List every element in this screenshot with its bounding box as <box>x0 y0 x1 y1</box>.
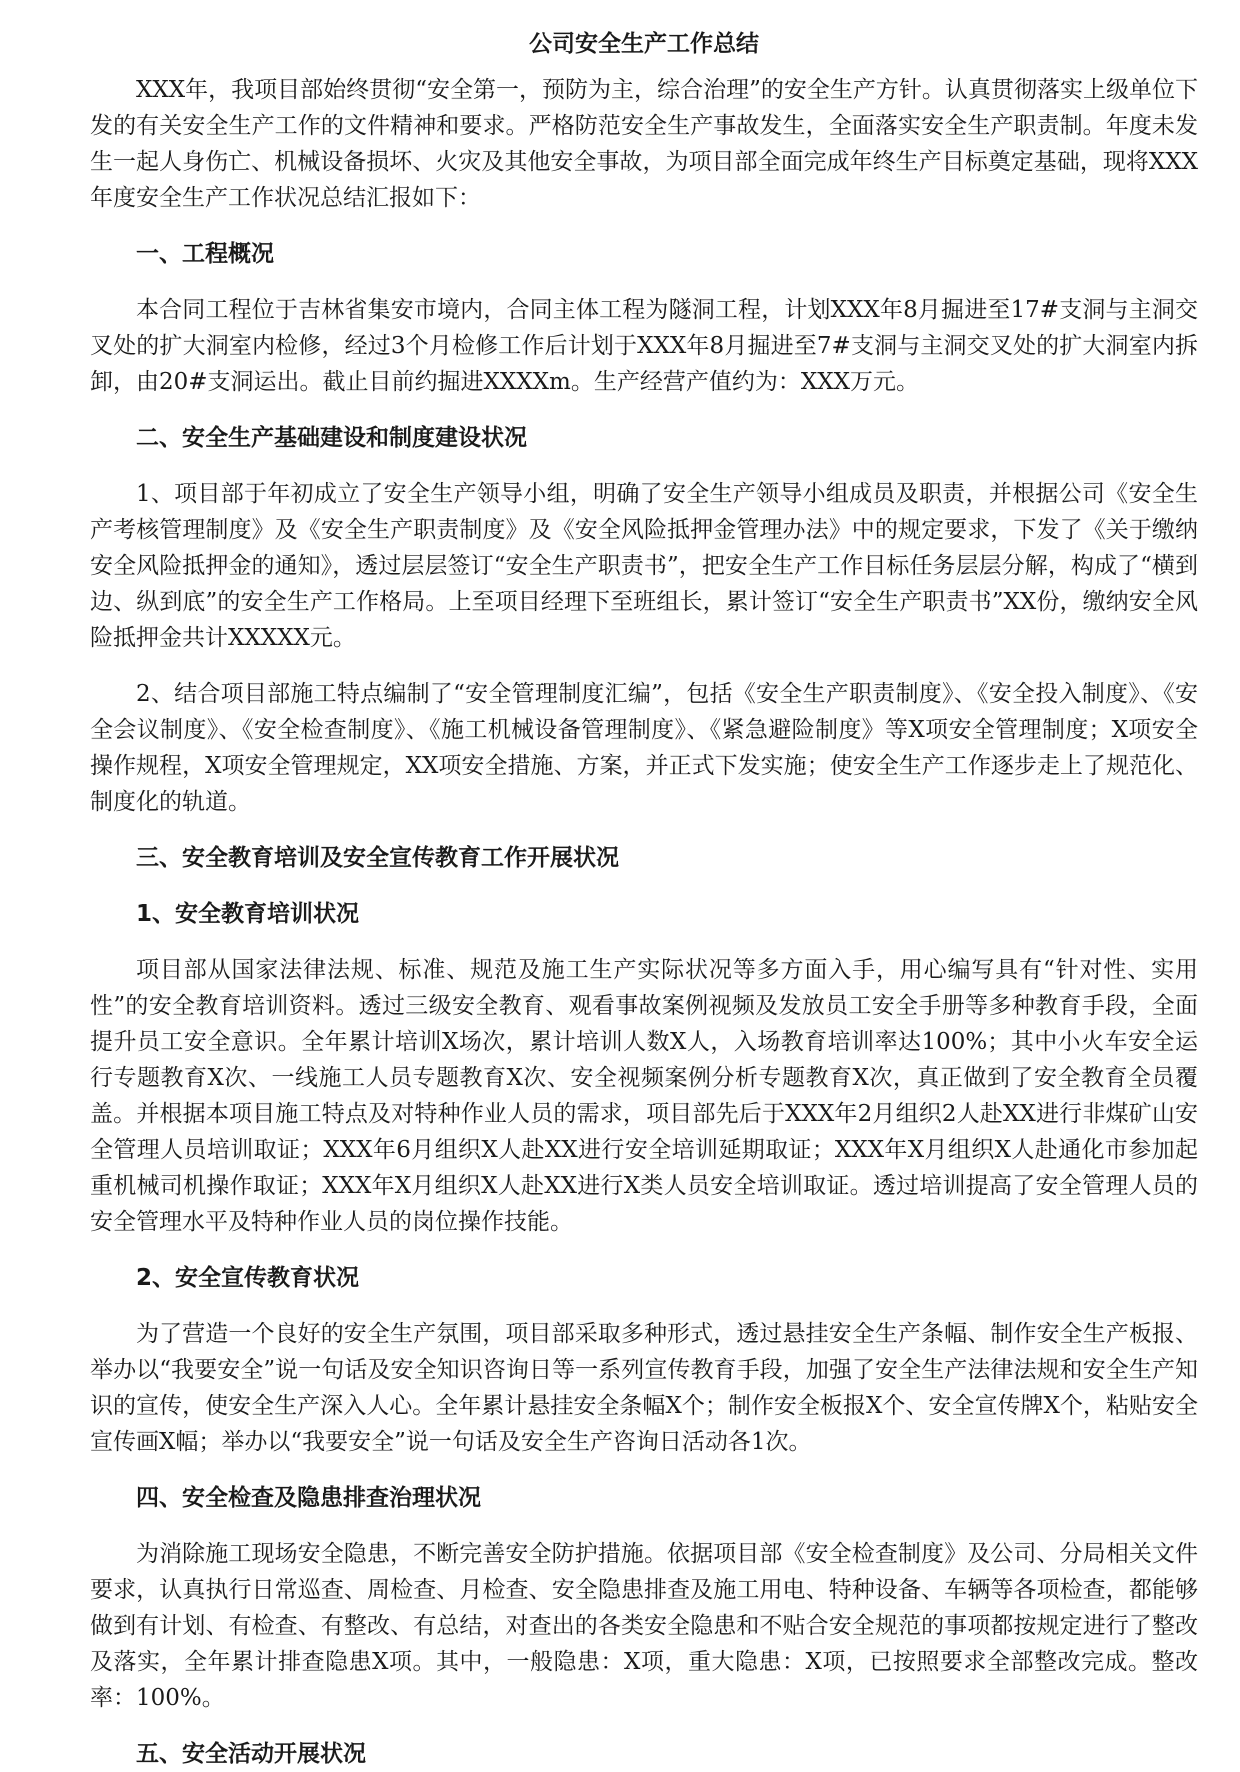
document-page <box>90 26 1198 1772</box>
system-construction-paragraph-2: 2、结合项目部施工特点编制了“安全管理制度汇编”，包括《安全生产职责制度》、《安全投入制度》、《安全会议制度》、《安全检查制度》、《施工机械设备管理制度》、《紧急避险制度》等X项安全管理制度；X项安全操作规程，X项安全管理规定，XX项安全措施、方案，并正式下发实施；使安全生产工作逐步走上了规范化、制度化的轨道。 <box>90 681 1198 815</box>
section-heading-inspection: 四、安全检查及隐患排查治理状况 <box>136 1485 481 1511</box>
training-paragraph: 项目部从国家法律法规、标准、规范及施工生产实际状况等多方面入手，用心编写具有“针对性、实用性”的安全教育培训资料。透过三级安全教育、观看事故案例视频及发放员工安全手册等多种教育手段，全面提升员工安全意识。全年累计培训X场次，累计培训人数X人，入场教育培训率达100%；其中小火车安全运行专题教育X次、一线施工人员专题教育X次、安全视频案例分析专题教育X次，真正做到了安全教育全员覆盖。并根据本项目施工特点及对特种作业人员的需求，项目部先后于XXX年2月组织2人赴XX进行非煤矿山安全管理人员培训取证；XXX年6月组织X人赴XX进行安全培训延期取证；XXX年X月组织X人赴通化市参加起重机械司机操作取证；XXX年X月组织X人赴XX进行X类人员安全培训取证。透过培训提高了安全管理人员的安全管理水平及特种作业人员的岗位操作技能。 <box>90 957 1198 1235</box>
subsection-heading-publicity: 2、安全宣传教育状况 <box>136 1265 360 1291</box>
overview-paragraph: 本合同工程位于吉林省集安市境内，合同主体工程为隧洞工程，计划XXX年8月掘进至17#支洞与主洞交叉处的扩大洞室内检修，经过3个月检修工作后计划于XXX年8月掘进至7#支洞与主洞交叉处的扩大洞室内拆卸，由20#支洞运出。截止目前约掘进XXXXm。生产经营产值约为：XXX万元。 <box>90 297 1198 395</box>
publicity-paragraph: 为了营造一个良好的安全生产氛围，项目部采取多种形式，透过悬挂安全生产条幅、制作安全生产板报、举办以“我要安全”说一句话及安全知识咨询日等一系列宣传教育手段，加强了安全生产法律法规和安全生产知识的宣传，使安全生产深入人心。全年累计悬挂安全条幅X个；制作安全板报X个、安全宣传牌X个，粘贴安全宣传画X幅；举办以“我要安全”说一句话及安全生产咨询日活动各1次。 <box>90 1321 1198 1455</box>
section-heading-education: 三、安全教育培训及安全宣传教育工作开展状况 <box>136 845 619 871</box>
document-title: 公司安全生产工作总结 <box>529 31 759 57</box>
section-heading-activities: 五、安全活动开展状况 <box>136 1741 366 1767</box>
system-construction-paragraph-1: 1、项目部于年初成立了安全生产领导小组，明确了安全生产领导小组成员及职责，并根据公司《安全生产考核管理制度》及《安全生产职责制度》及《安全风险抵押金管理办法》中的规定要求，下发了《关于缴纳安全风险抵押金的通知》，透过层层签订“安全生产职责书”，把安全生产工作目标任务层层分解，构成了“横到边、纵到底”的安全生产工作格局。上至项目经理下至班组长，累计签订“安全生产职责书”XX份，缴纳安全风险抵押金共计XXXXX元。 <box>90 481 1198 651</box>
inspection-paragraph: 为消除施工现场安全隐患，不断完善安全防护措施。依据项目部《安全检查制度》及公司、分局相关文件要求，认真执行日常巡查、周检查、月检查、安全隐患排查及施工用电、特种设备、车辆等各项检查，都能够做到有计划、有检查、有整改、有总结，对查出的各类安全隐患和不贴合安全规范的事项都按规定进行了整改及落实，全年累计排查隐患X项。其中，一般隐患：X项，重大隐患：X项，已按照要求全部整改完成。整改率：100%。 <box>90 1541 1198 1711</box>
section-heading-overview: 一、工程概况 <box>136 241 274 267</box>
subsection-heading-training: 1、安全教育培训状况 <box>136 901 360 927</box>
section-heading-system-construction: 二、安全生产基础建设和制度建设状况 <box>136 425 527 451</box>
intro-paragraph: XXX年，我项目部始终贯彻“安全第一，预防为主，综合治理”的安全生产方针。认真贯彻落实上级单位下发的有关安全生产工作的文件精神和要求。严格防范安全生产事故发生，全面落实安全生产职责制。年度未发生一起人身伤亡、机械设备损坏、火灾及其他安全事故，为项目部全面完成年终生产目标奠定基础，现将XXX年度安全生产工作状况总结汇报如下： <box>90 77 1198 211</box>
